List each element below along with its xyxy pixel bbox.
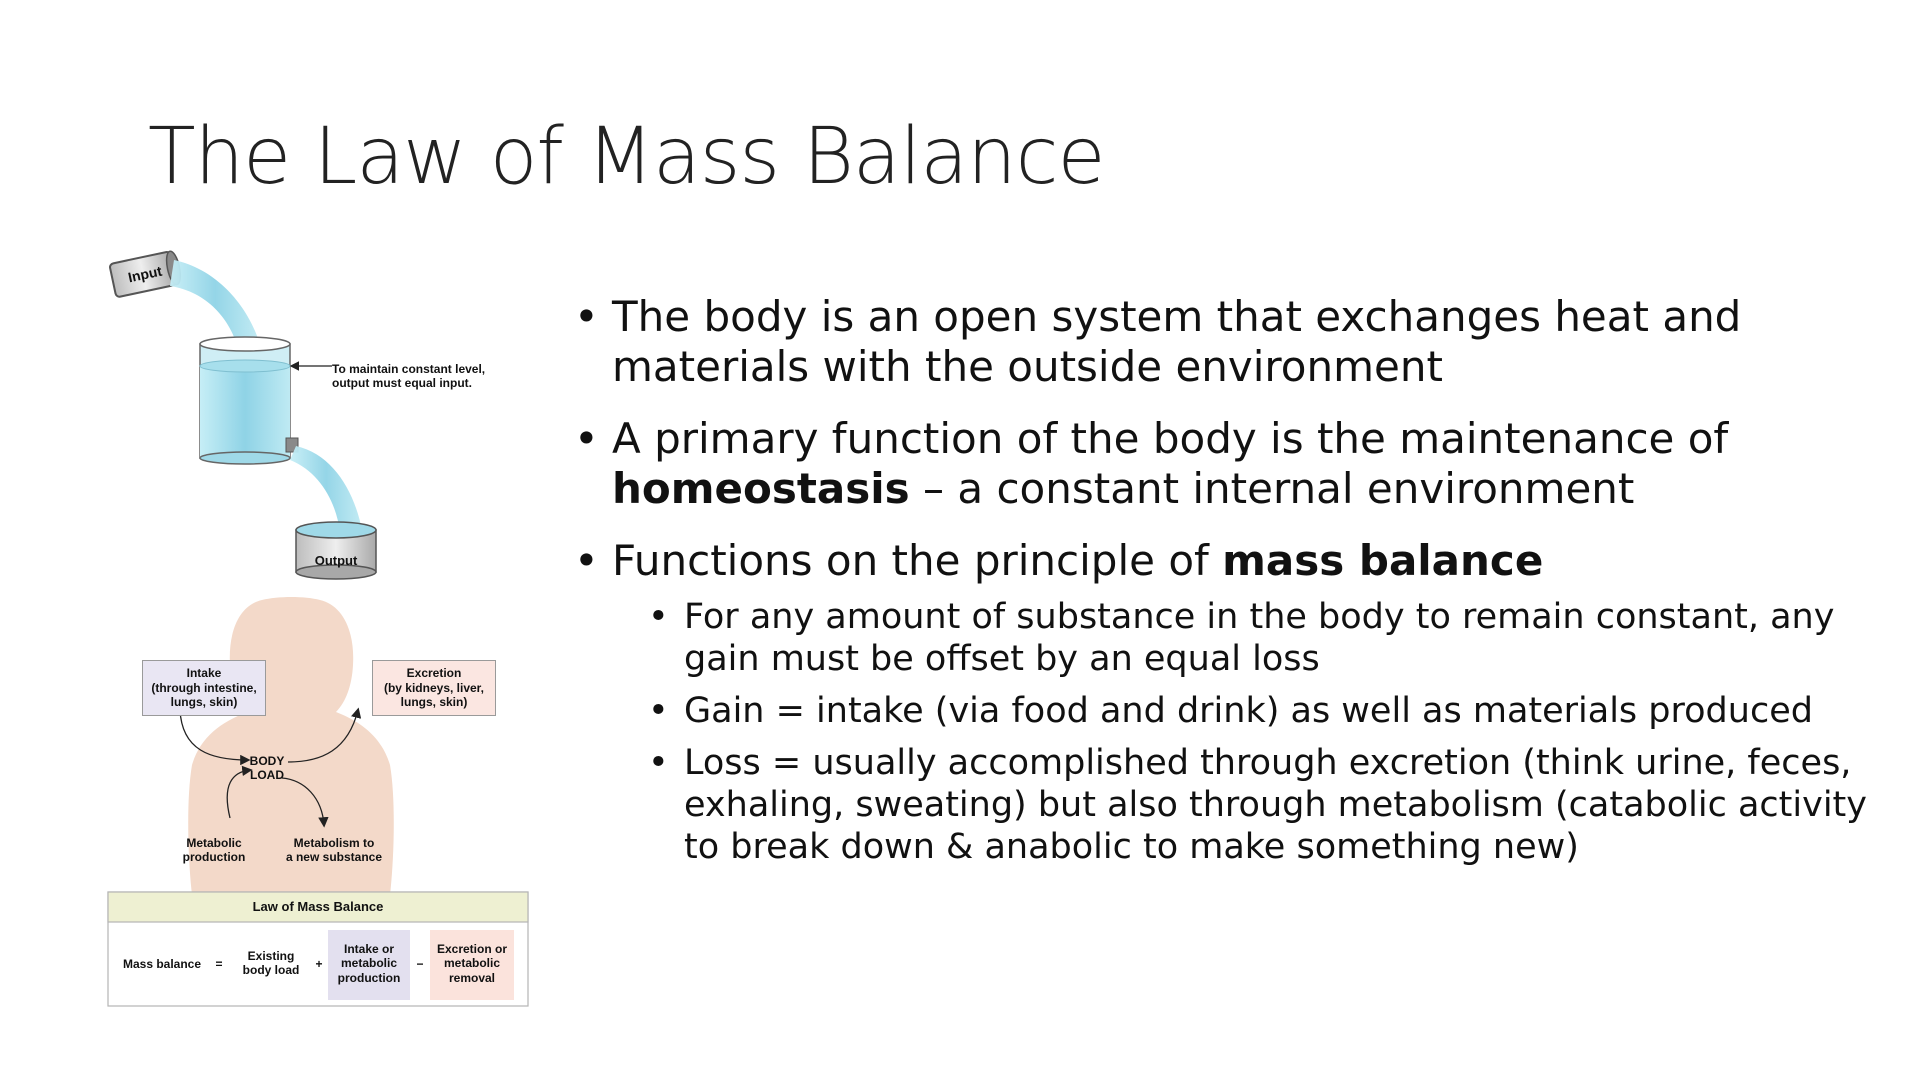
eq-plus: + <box>315 957 323 971</box>
sub-bullet-loss-text: Loss = usually accomplished through excretion (think urine, feces, exhaling, sweating) but also through metabolism (catabolic activity to break down & anabolic to make something new) <box>684 743 1867 867</box>
metabolism-new-label: Metabolism to a new substance <box>285 836 383 865</box>
excretion-box <box>372 660 496 716</box>
eq-minus: − <box>416 957 424 971</box>
sub-bullet-constant <box>572 596 1892 680</box>
figure-artwork <box>100 240 540 1010</box>
bullet-open-system <box>572 292 1892 392</box>
sub-bullet-loss <box>572 742 1892 868</box>
law-header: Law of Mass Balance <box>252 899 384 914</box>
bullet-open-system-text: The body is an open system that exchanges heat and materials with the outside environment <box>612 292 1742 391</box>
bullet-homeostasis-pre: A primary function of the body is the maintenance of <box>612 414 1729 463</box>
body-load-label: BODY LOAD <box>249 754 285 783</box>
input-stream <box>170 260 260 348</box>
level-note: To maintain constant level, output must equal input. <box>332 362 486 391</box>
sub-bullet-constant-text: For any amount of substance in the body to remain constant, any gain must be offset by an equal loss <box>684 597 1835 679</box>
bullet-list <box>572 292 1892 878</box>
output-bucket-icon <box>296 522 376 579</box>
eq-excretion: Excretion or metabolic removal <box>436 942 508 985</box>
slide-title: The Law of Mass Balance <box>148 112 1105 202</box>
tank-icon <box>200 337 298 464</box>
eq-equals: = <box>215 957 223 971</box>
bullet-mass-balance-term: mass balance <box>1222 536 1544 585</box>
eq-existing: Existing body load <box>242 949 300 978</box>
bullet-homeostasis <box>572 414 1892 514</box>
intake-box <box>142 660 266 716</box>
excretion-box-text: Excretion (by kidneys, liver, lungs, skin) <box>383 666 485 710</box>
bullet-mass-balance-pre: Functions on the principle of <box>612 536 1223 585</box>
output-label: Output <box>314 553 358 568</box>
eq-lhs: Mass balance <box>122 957 202 971</box>
metabolic-production-label: Metabolic production <box>182 836 246 865</box>
sub-bullet-list <box>572 596 1892 868</box>
bullet-mass-balance <box>572 536 1892 586</box>
eq-intake: Intake or metabolic production <box>337 942 401 985</box>
output-stream <box>290 446 362 532</box>
bullet-homeostasis-post: – a constant internal environment <box>909 464 1635 513</box>
sub-bullet-gain <box>572 690 1892 732</box>
sub-bullet-gain-text: Gain = intake (via food and drink) as well as materials produced <box>684 691 1813 731</box>
mass-balance-figure <box>100 240 540 1010</box>
bullet-homeostasis-term: homeostasis <box>612 464 910 513</box>
intake-box-text: Intake (through intestine, lungs, skin) <box>151 666 257 710</box>
input-label: Input <box>126 262 164 286</box>
